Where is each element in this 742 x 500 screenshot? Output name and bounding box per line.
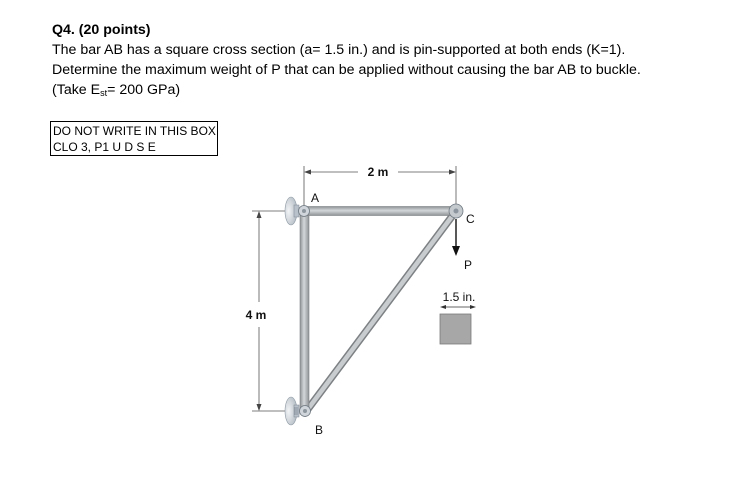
given-suffix: = 200 GPa): [107, 82, 181, 98]
section-size-label: 1.5 in.: [442, 290, 476, 304]
grading-box-title: DO NOT WRITE IN THIS BOX: [53, 124, 216, 138]
dimension-2m: [304, 165, 456, 206]
dimension-4m-label: 4 m: [245, 308, 267, 322]
load-arrow-p: [452, 219, 460, 256]
wall-support-top: [285, 197, 299, 225]
grading-box-clo: CLO 3, P1 U D S E: [53, 140, 156, 154]
cross-section: [440, 290, 476, 344]
pin-c: [449, 204, 463, 218]
bar-ac: [303, 207, 456, 216]
label-p: P: [464, 258, 473, 272]
dimension-4m: [246, 211, 292, 411]
bar-bc: [305, 211, 456, 413]
dimension-2m-label: 2 m: [367, 165, 389, 179]
bar-ab: [300, 210, 309, 414]
given-prefix: (Take E: [52, 82, 101, 98]
given-subscript: st: [100, 88, 108, 98]
square-section: [440, 314, 471, 344]
question-line-2: Determine the maximum weight of P that can be applied without causing the bar AB to buckle.: [52, 62, 641, 78]
question-line-1: The bar AB has a square cross section (a= 1.5 in.) and is pin-supported at both ends (K=1).: [52, 42, 626, 58]
label-a: A: [311, 191, 320, 205]
pin-a: [299, 206, 310, 217]
label-c: C: [466, 212, 475, 226]
wall-support-bottom: [285, 397, 299, 425]
label-b: B: [315, 423, 324, 437]
pin-b: [300, 406, 311, 417]
question-title: Q4. (20 points): [52, 22, 151, 38]
